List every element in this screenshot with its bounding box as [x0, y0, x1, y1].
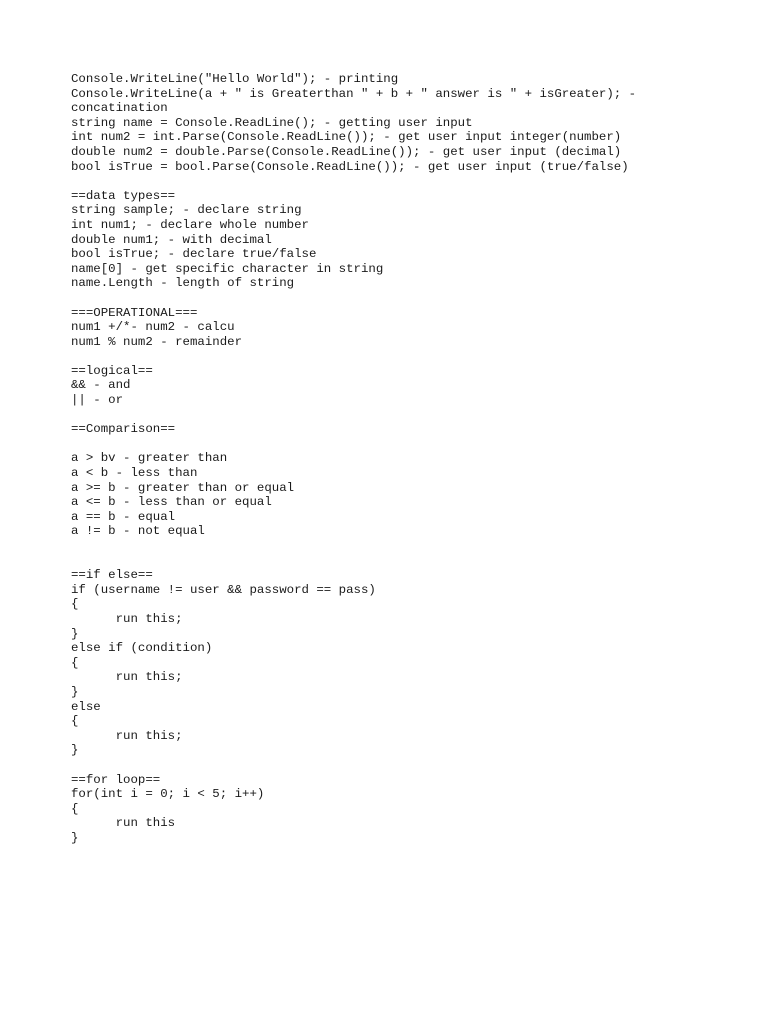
text-line: string sample; - declare string	[71, 203, 302, 218]
text-line: Console.WriteLine(a + " is Greaterthan " + b + " answer is " + isGreater); -	[71, 86, 637, 101]
blank-line	[71, 408, 711, 423]
text-line: num1 +/*- num2 - calcu	[71, 320, 235, 335]
code-line: else if (condition)	[71, 641, 213, 656]
section-heading: ==if else==	[71, 568, 153, 583]
blank-line	[71, 554, 711, 569]
code-line: if (username != user && password == pass)	[71, 582, 376, 597]
blank-line	[71, 349, 711, 364]
code-line: {	[71, 714, 79, 729]
text-line: bool isTrue; - declare true/false	[71, 247, 317, 262]
code-line: run this;	[71, 670, 183, 685]
text-line: Console.WriteLine("Hello World"); - printing	[71, 72, 399, 86]
blank-line	[71, 758, 711, 773]
text-line: a < b - less than	[71, 466, 198, 481]
code-line: for(int i = 0; i < 5; i++)	[71, 787, 265, 802]
blank-line	[71, 539, 711, 554]
section-heading: ==logical==	[71, 363, 153, 378]
document-page	[71, 72, 711, 845]
section-heading: ==for loop==	[71, 772, 161, 787]
text-line: num1 % num2 - remainder	[71, 334, 243, 349]
code-line: }	[71, 626, 79, 641]
text-line: a != b - not equal	[71, 524, 205, 539]
code-line: run this;	[71, 611, 183, 626]
code-line: {	[71, 597, 79, 612]
code-line: }	[71, 684, 79, 699]
text-line: a == b - equal	[71, 509, 176, 524]
text-line: a >= b - greater than or equal	[71, 480, 295, 495]
text-line: string name = Console.ReadLine(); - getting user input	[71, 115, 473, 130]
text-line: name.Length - length of string	[71, 276, 295, 291]
text-line: && - and	[71, 378, 131, 393]
section-heading: ===OPERATIONAL===	[71, 305, 198, 320]
code-line: else	[71, 699, 101, 714]
section-heading: ==Comparison==	[71, 422, 176, 437]
code-line: run this;	[71, 728, 183, 743]
code-line: run this	[71, 816, 176, 831]
text-line: a > bv - greater than	[71, 451, 228, 466]
code-line: {	[71, 801, 79, 816]
code-line: }	[71, 743, 79, 758]
code-line: }	[71, 830, 79, 845]
text-line: double num1; - with decimal	[71, 232, 272, 247]
text-line: || - or	[71, 393, 124, 408]
text-line: concatination	[71, 101, 168, 116]
text-line: name[0] - get specific character in string	[71, 261, 384, 276]
code-line: {	[71, 655, 79, 670]
text-line: a <= b - less than or equal	[71, 495, 272, 510]
text-line: int num1; - declare whole number	[71, 217, 309, 232]
blank-line	[71, 174, 711, 189]
text-line: int num2 = int.Parse(Console.ReadLine()); - get user input integer(number)	[71, 130, 622, 145]
blank-line	[71, 437, 711, 452]
text-line: bool isTrue = bool.Parse(Console.ReadLine()); - get user input (true/false)	[71, 159, 629, 174]
text-line: double num2 = double.Parse(Console.ReadLine()); - get user input (decimal)	[71, 144, 622, 159]
section-heading: ==data types==	[71, 188, 176, 203]
blank-line	[71, 291, 711, 306]
